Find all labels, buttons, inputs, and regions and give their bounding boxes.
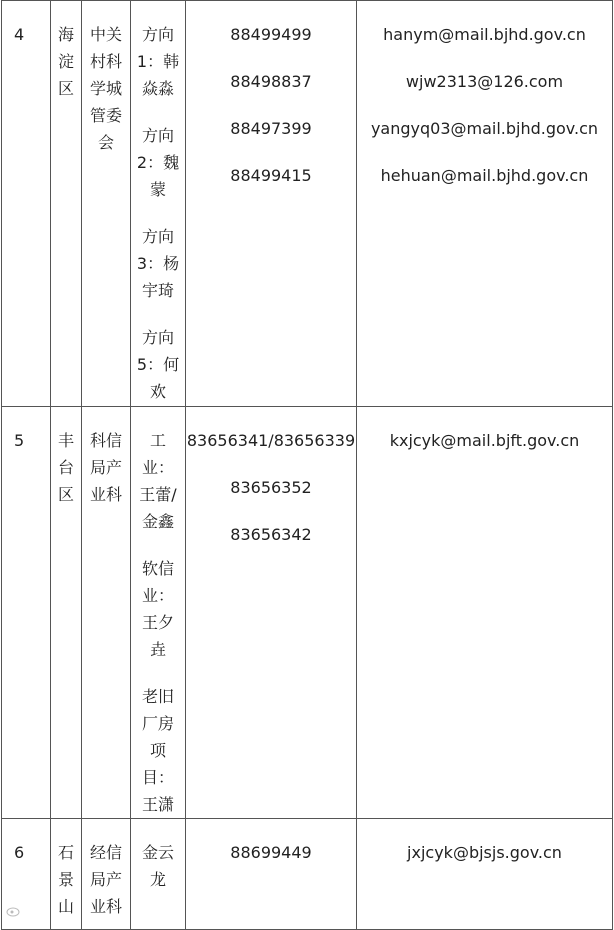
- table-row: [2, 407, 613, 819]
- contact-name-block: [131, 122, 185, 203]
- unit-line: 会: [97, 133, 114, 152]
- district-cell: [51, 407, 82, 819]
- name-line: 王潇: [141, 795, 174, 814]
- name-line: 方向: [141, 25, 174, 44]
- district-char: 丰: [57, 431, 74, 450]
- contact-table: [1, 0, 613, 930]
- row-number: 5: [14, 431, 25, 450]
- contact-name-block: [131, 683, 185, 818]
- name-line: 蒙: [149, 180, 166, 199]
- unit-line: 经信: [89, 843, 122, 862]
- district-char: 区: [57, 485, 74, 504]
- name-line: 2：魏: [136, 153, 180, 172]
- name-line: 金鑫: [141, 512, 174, 531]
- email-address[interactable]: hehuan@mail.bjhd.gov.cn: [380, 166, 589, 185]
- unit-line: 学城: [89, 79, 122, 98]
- name-line: 业：: [141, 586, 174, 605]
- contact-name-block: [131, 427, 185, 535]
- name-line: 老旧: [141, 687, 174, 706]
- district-char: 台: [57, 458, 74, 477]
- table-row: [2, 819, 613, 930]
- row-number-cell: [2, 1, 51, 407]
- district-cell: [51, 1, 82, 407]
- name-line: 焱淼: [141, 79, 174, 98]
- name-line: 厂房: [141, 714, 174, 733]
- name-line: 软信: [141, 559, 174, 578]
- name-line: 工: [149, 431, 166, 450]
- name-line: 业：: [141, 458, 174, 477]
- district-char: 石: [57, 843, 74, 862]
- unit-cell: [82, 1, 131, 407]
- name-line: 3：杨: [136, 254, 180, 273]
- phone-number: 83656352: [230, 478, 312, 497]
- phone-cell: [186, 819, 357, 930]
- phone-number: 88498837: [230, 72, 312, 91]
- email-address[interactable]: wjw2313@126.com: [405, 72, 564, 91]
- email-cell: [357, 819, 613, 930]
- watermark-logo: [6, 905, 22, 920]
- email-address[interactable]: kxjcyk@mail.bjft.gov.cn: [389, 431, 580, 450]
- unit-cell: [82, 819, 131, 930]
- contact-name-block: [131, 555, 185, 663]
- name-line: 欢: [149, 382, 166, 401]
- name-line: 龙: [149, 870, 166, 889]
- name-line: 王蕾/: [139, 485, 177, 504]
- name-line: 垚: [149, 640, 166, 659]
- row-number: 4: [14, 25, 25, 44]
- phone-number: 88497399: [230, 119, 312, 138]
- phone-number: 83656342: [230, 525, 312, 544]
- name-line: 1：韩: [136, 52, 180, 71]
- unit-cell: [82, 407, 131, 819]
- phone-cell: [186, 407, 357, 819]
- name-line: 项: [149, 741, 166, 760]
- email-cell: [357, 407, 613, 819]
- unit-line: 管委: [89, 106, 122, 125]
- contact-name-cell: [131, 819, 186, 930]
- row-number: 6: [14, 843, 25, 862]
- name-line: 5：何: [136, 355, 180, 374]
- unit-line: 局产: [89, 458, 122, 477]
- phone-number: 83656341/83656339: [186, 431, 356, 450]
- unit-line: 业科: [89, 897, 122, 916]
- contact-name-cell: [131, 407, 186, 819]
- unit-line: 中关: [89, 25, 122, 44]
- district-char: 景: [57, 870, 74, 889]
- unit-line: 业科: [89, 485, 122, 504]
- phone-number: 88699449: [230, 843, 312, 862]
- district-char: 区: [57, 79, 74, 98]
- district-char: 山: [57, 897, 74, 916]
- district-char: 淀: [57, 52, 74, 71]
- email-address[interactable]: jxjcyk@bjsjs.gov.cn: [407, 843, 562, 862]
- email-address[interactable]: yangyq03@mail.bjhd.gov.cn: [370, 119, 599, 138]
- phone-number: 88499415: [230, 166, 312, 185]
- unit-line: 局产: [89, 870, 122, 889]
- contact-name-block: [131, 324, 185, 405]
- name-line: 目：: [141, 768, 174, 787]
- email-cell: [357, 1, 613, 407]
- phone-cell: [186, 1, 357, 407]
- district-char: 海: [57, 25, 74, 44]
- contact-name-cell: [131, 1, 186, 407]
- contact-name-block: [131, 223, 185, 304]
- email-address[interactable]: hanym@mail.bjhd.gov.cn: [383, 25, 586, 44]
- name-line: 方向: [141, 328, 174, 347]
- name-line: 王夕: [141, 613, 174, 632]
- contact-name-block: [131, 839, 185, 893]
- contact-name-block: [131, 21, 185, 102]
- row-number-cell: [2, 407, 51, 819]
- table-row: [2, 1, 613, 407]
- phone-number: 88499499: [230, 25, 312, 44]
- unit-line: 科信: [89, 431, 122, 450]
- name-line: 金云: [141, 843, 174, 862]
- name-line: 方向: [141, 227, 174, 246]
- district-cell: [51, 819, 82, 930]
- name-line: 宇琦: [141, 281, 174, 300]
- name-line: 方向: [141, 126, 174, 145]
- weibo-icon: [6, 905, 22, 917]
- unit-line: 村科: [89, 52, 122, 71]
